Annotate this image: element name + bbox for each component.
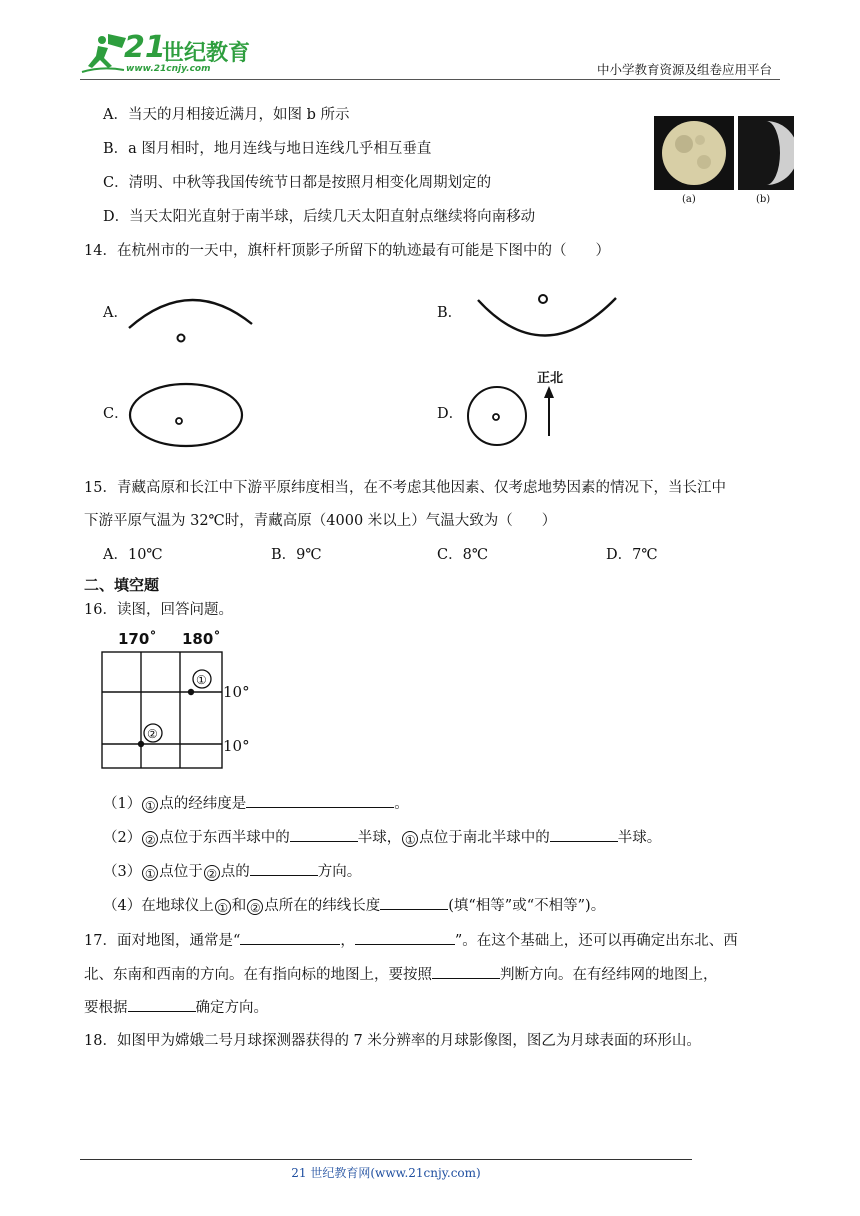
- answer-blank[interactable]: [432, 964, 500, 979]
- lat-top-label: 10°: [223, 683, 250, 701]
- platform-name: 中小学教育资源及组卷应用平台: [596, 62, 772, 77]
- q15-option-d: D．7℃: [606, 547, 658, 563]
- q14-stem: 14．在杭州市的一天中，旗杆杆顶影子所留下的轨迹最有可能是下图中的（ ）: [84, 243, 610, 259]
- q14-figure-d: [466, 380, 528, 452]
- lon-left-label: 170˚: [118, 630, 157, 648]
- q16-sub2: （2） ② 点位于东西半球中的 半球， ① 点位于南北半球中的 半球。: [103, 827, 661, 848]
- q16-stem: 16．读图，回答问题。: [84, 602, 233, 618]
- runner-logo-icon: [78, 32, 128, 74]
- north-arrow-icon: [543, 386, 555, 438]
- q13-option-d: D．当天太阳光直射于南半球，后续几天太阳直射点继续将向南移动: [103, 209, 536, 225]
- point-1-label: ①: [196, 673, 207, 687]
- footer-text: 21 世纪教育网(www.21cnjy.com): [291, 1166, 481, 1180]
- answer-blank[interactable]: [550, 827, 618, 842]
- logo-text: 世纪教育: [162, 41, 251, 66]
- q16-sub3: （3） ① 点位于 ② 点的 方向。: [103, 861, 361, 882]
- q16-sub1: （1） ① 点的经纬度是 。: [103, 793, 409, 814]
- q18-stem: 18．如图甲为嫦娥二号月球探测器获得的 7 米分辨率的月球影像图，图乙为月球表面的环形山。: [84, 1033, 701, 1049]
- q17-line3: 要根据 确定方向。: [84, 997, 268, 1018]
- answer-blank[interactable]: [246, 793, 394, 808]
- answer-blank[interactable]: [290, 827, 358, 842]
- lon-right-label: 180˚: [182, 630, 221, 648]
- lat-bottom-label: 10°: [223, 737, 250, 755]
- north-label: 正北: [537, 371, 564, 386]
- full-moon-image: [662, 121, 726, 185]
- q13-option-c: C．清明、中秋等我国传统节日都是按照月相变化周期划定的: [103, 175, 492, 191]
- q14-label-c: C．: [103, 406, 129, 422]
- answer-blank[interactable]: [380, 895, 448, 910]
- moon-label-b: (b): [756, 194, 771, 205]
- lat-lon-grid: [100, 630, 256, 780]
- header-logo: [78, 28, 258, 78]
- answer-blank[interactable]: [128, 997, 196, 1012]
- q17-line1: 17．面对地图，通常是“ ， ”。在这个基础上，还可以再确定出东北、西: [84, 930, 738, 951]
- q14-label-a: A．: [103, 305, 128, 321]
- answer-blank[interactable]: [355, 930, 455, 945]
- header-rule: [80, 79, 780, 80]
- answer-blank[interactable]: [240, 930, 340, 945]
- logo-number: 21: [124, 30, 166, 65]
- q14-figure-a: [124, 286, 258, 348]
- q14-figure-b: [472, 288, 622, 344]
- q15-line2: 下游平原气温为 32℃时，青藏高原（4000 米以上）气温大致为（ ）: [84, 513, 557, 529]
- q14-label-b: B．: [437, 305, 463, 321]
- q15-option-c: C．8℃: [437, 547, 489, 563]
- q13-option-a: A．当天的月相接近满月，如图 b 所示: [103, 107, 350, 123]
- point-1: [188, 689, 194, 695]
- moon-figure: [654, 116, 794, 208]
- q15-option-a: A．10℃: [103, 547, 163, 563]
- logo-url: www.21cnjy.com: [126, 64, 211, 74]
- q15-line1: 15．青藏高原和长江中下游平原纬度相当，在不考虑其他因素、仅考虑地势因素的情况下，当长江中: [84, 480, 726, 496]
- q17-line2: 北、东南和西南的方向。在有指向标的地图上，要按照 判断方向。在有经纬网的地图上，: [84, 964, 718, 985]
- q16-sub4: （4）在地球仪上 ① 和 ② 点所在的纬线长度 (填“相等”或“不相等”)。: [103, 895, 605, 916]
- q14-figure-c: [126, 380, 246, 450]
- q14-label-d: D．: [437, 406, 464, 422]
- q15-option-b: B．9℃: [271, 547, 322, 563]
- point-2: [138, 741, 144, 747]
- point-2-label: ②: [147, 727, 158, 741]
- moon-label-a: (a): [682, 194, 696, 205]
- footer-rule: [80, 1159, 692, 1160]
- q13-option-b: B．a 图月相时，地月连线与地日连线几乎相互垂直: [103, 141, 432, 157]
- section-title: 二、填空题: [84, 576, 160, 594]
- answer-blank[interactable]: [250, 861, 318, 876]
